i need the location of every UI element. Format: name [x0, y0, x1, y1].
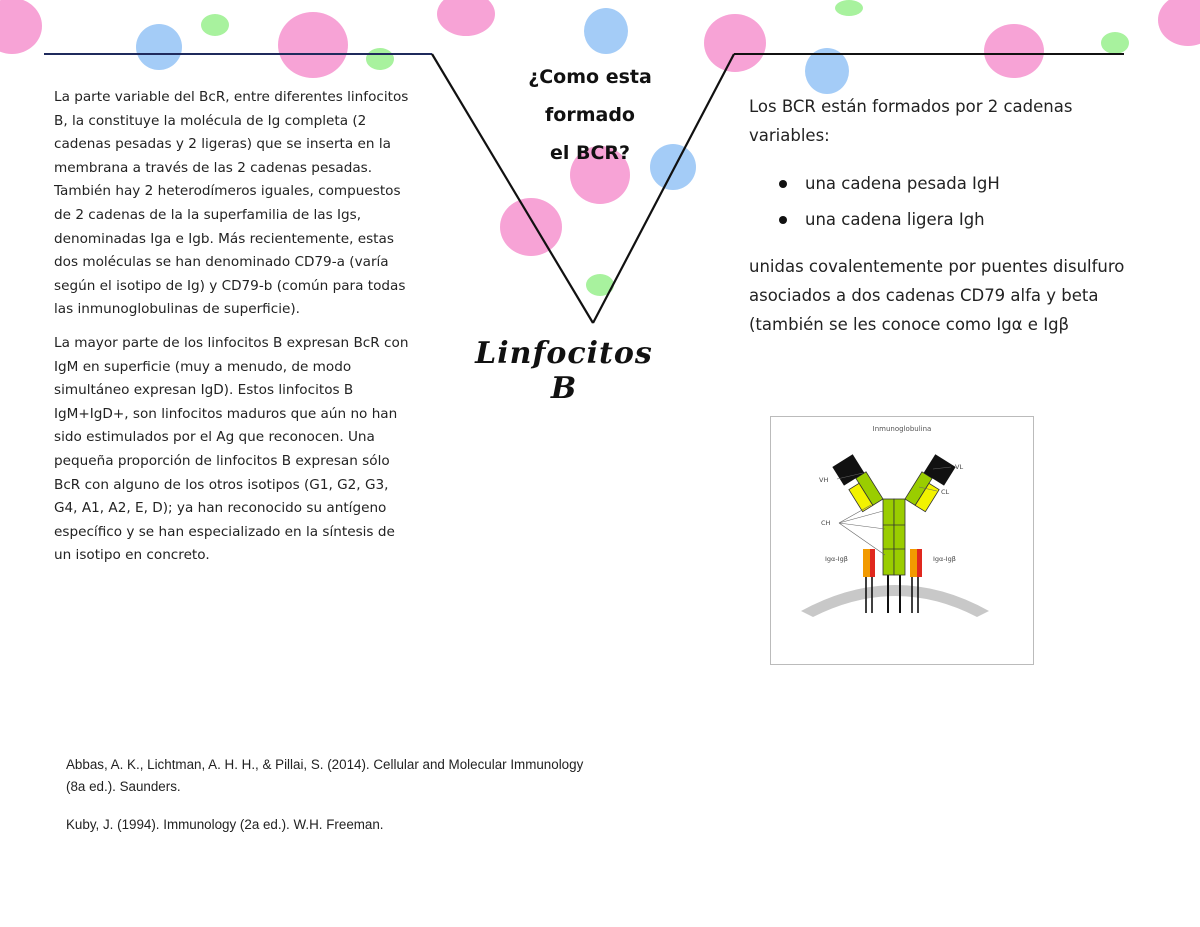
igab-block	[917, 549, 922, 577]
right-arm	[905, 453, 956, 513]
right-intro: Los BCR están formados por 2 cadenas variables:	[749, 97, 1073, 145]
left-paragraph-1: La parte variable del BcR, entre diferentes linfocitos B, la constituye la molécula de Ig completa (2 cadenas pesadas y 2 ligeras) que se inserta en la membrana a través de las 2 cadenas pesadas. También hay 2 heterodímeros iguales, compuestos de 2 cadenas de la la superfamilia de las Igs, denominadas Iga e Igb. Más recientemente, estas dos moléculas se han denominado CD79-a (varía según el isotipo de Ig) y CD79-b (común para todas las inmunoglobulinas de superficie).	[54, 89, 409, 318]
heavy-chain-right	[894, 499, 905, 575]
left-column	[54, 86, 416, 578]
igab-block	[910, 549, 917, 577]
list-item: una cadena pesada IgH	[749, 166, 1134, 202]
label-vl: VL	[955, 463, 964, 471]
question-line-2: formado	[545, 104, 635, 126]
antibody-diagram	[771, 417, 1033, 664]
reference-item: Kuby, J. (1994). Immunology (2a ed.). W.H. Freeman.	[66, 817, 384, 832]
label-igab-right: Igα-Igβ	[933, 555, 956, 563]
list-item: una cadena ligera Igh	[749, 202, 1134, 238]
references	[66, 754, 586, 852]
label-igab-left: Igα-Igβ	[825, 555, 848, 563]
igab-block	[863, 549, 870, 577]
reference-item: Abbas, A. K., Lichtman, A. H. H., & Pillai, S. (2014). Cellular and Molecular Immunology (8a ed.). Saunders.	[66, 757, 584, 794]
label-vh: VH	[819, 476, 829, 484]
center-question	[500, 58, 680, 172]
label-ch: CH	[821, 519, 831, 527]
left-arm	[832, 453, 883, 513]
label-cl: CL	[941, 488, 950, 496]
immunoglobulin-figure	[770, 416, 1034, 665]
chain-list	[749, 166, 1134, 238]
heavy-chain-left	[883, 499, 894, 575]
right-outro: unidas covalentemente por puentes disulfuro asociados a dos cadenas CD79 alfa y beta (también se les conoce como Igα e Igβ	[749, 257, 1125, 334]
question-line-3: el BCR?	[549, 142, 631, 164]
brand-title: Linfocitos B	[475, 336, 653, 406]
figure-title: Inmunoglobulina	[872, 425, 932, 433]
left-paragraph-2: La mayor parte de los linfocitos B expresan BcR con IgM en superficie (muy a menudo, de modo simultáneo expresan IgD). Estos linfocitos B IgM+IgD+, son linfocitos maduros que aún no han sido estimulados por el Ag que reconocen. Una pequeña proporción de linfocitos B expresan sólo BcR con alguno de los otros isotipos (G1, G2, G3, G4, A1, A2, E, D); ya han reconocido su antígeno específico y se han especializado en la síntesis de un isotipo en concreto.	[54, 334, 409, 564]
igab-block	[870, 549, 875, 577]
membrane	[801, 585, 989, 617]
question-line-1: ¿Como esta	[528, 66, 652, 88]
right-column	[749, 92, 1134, 339]
